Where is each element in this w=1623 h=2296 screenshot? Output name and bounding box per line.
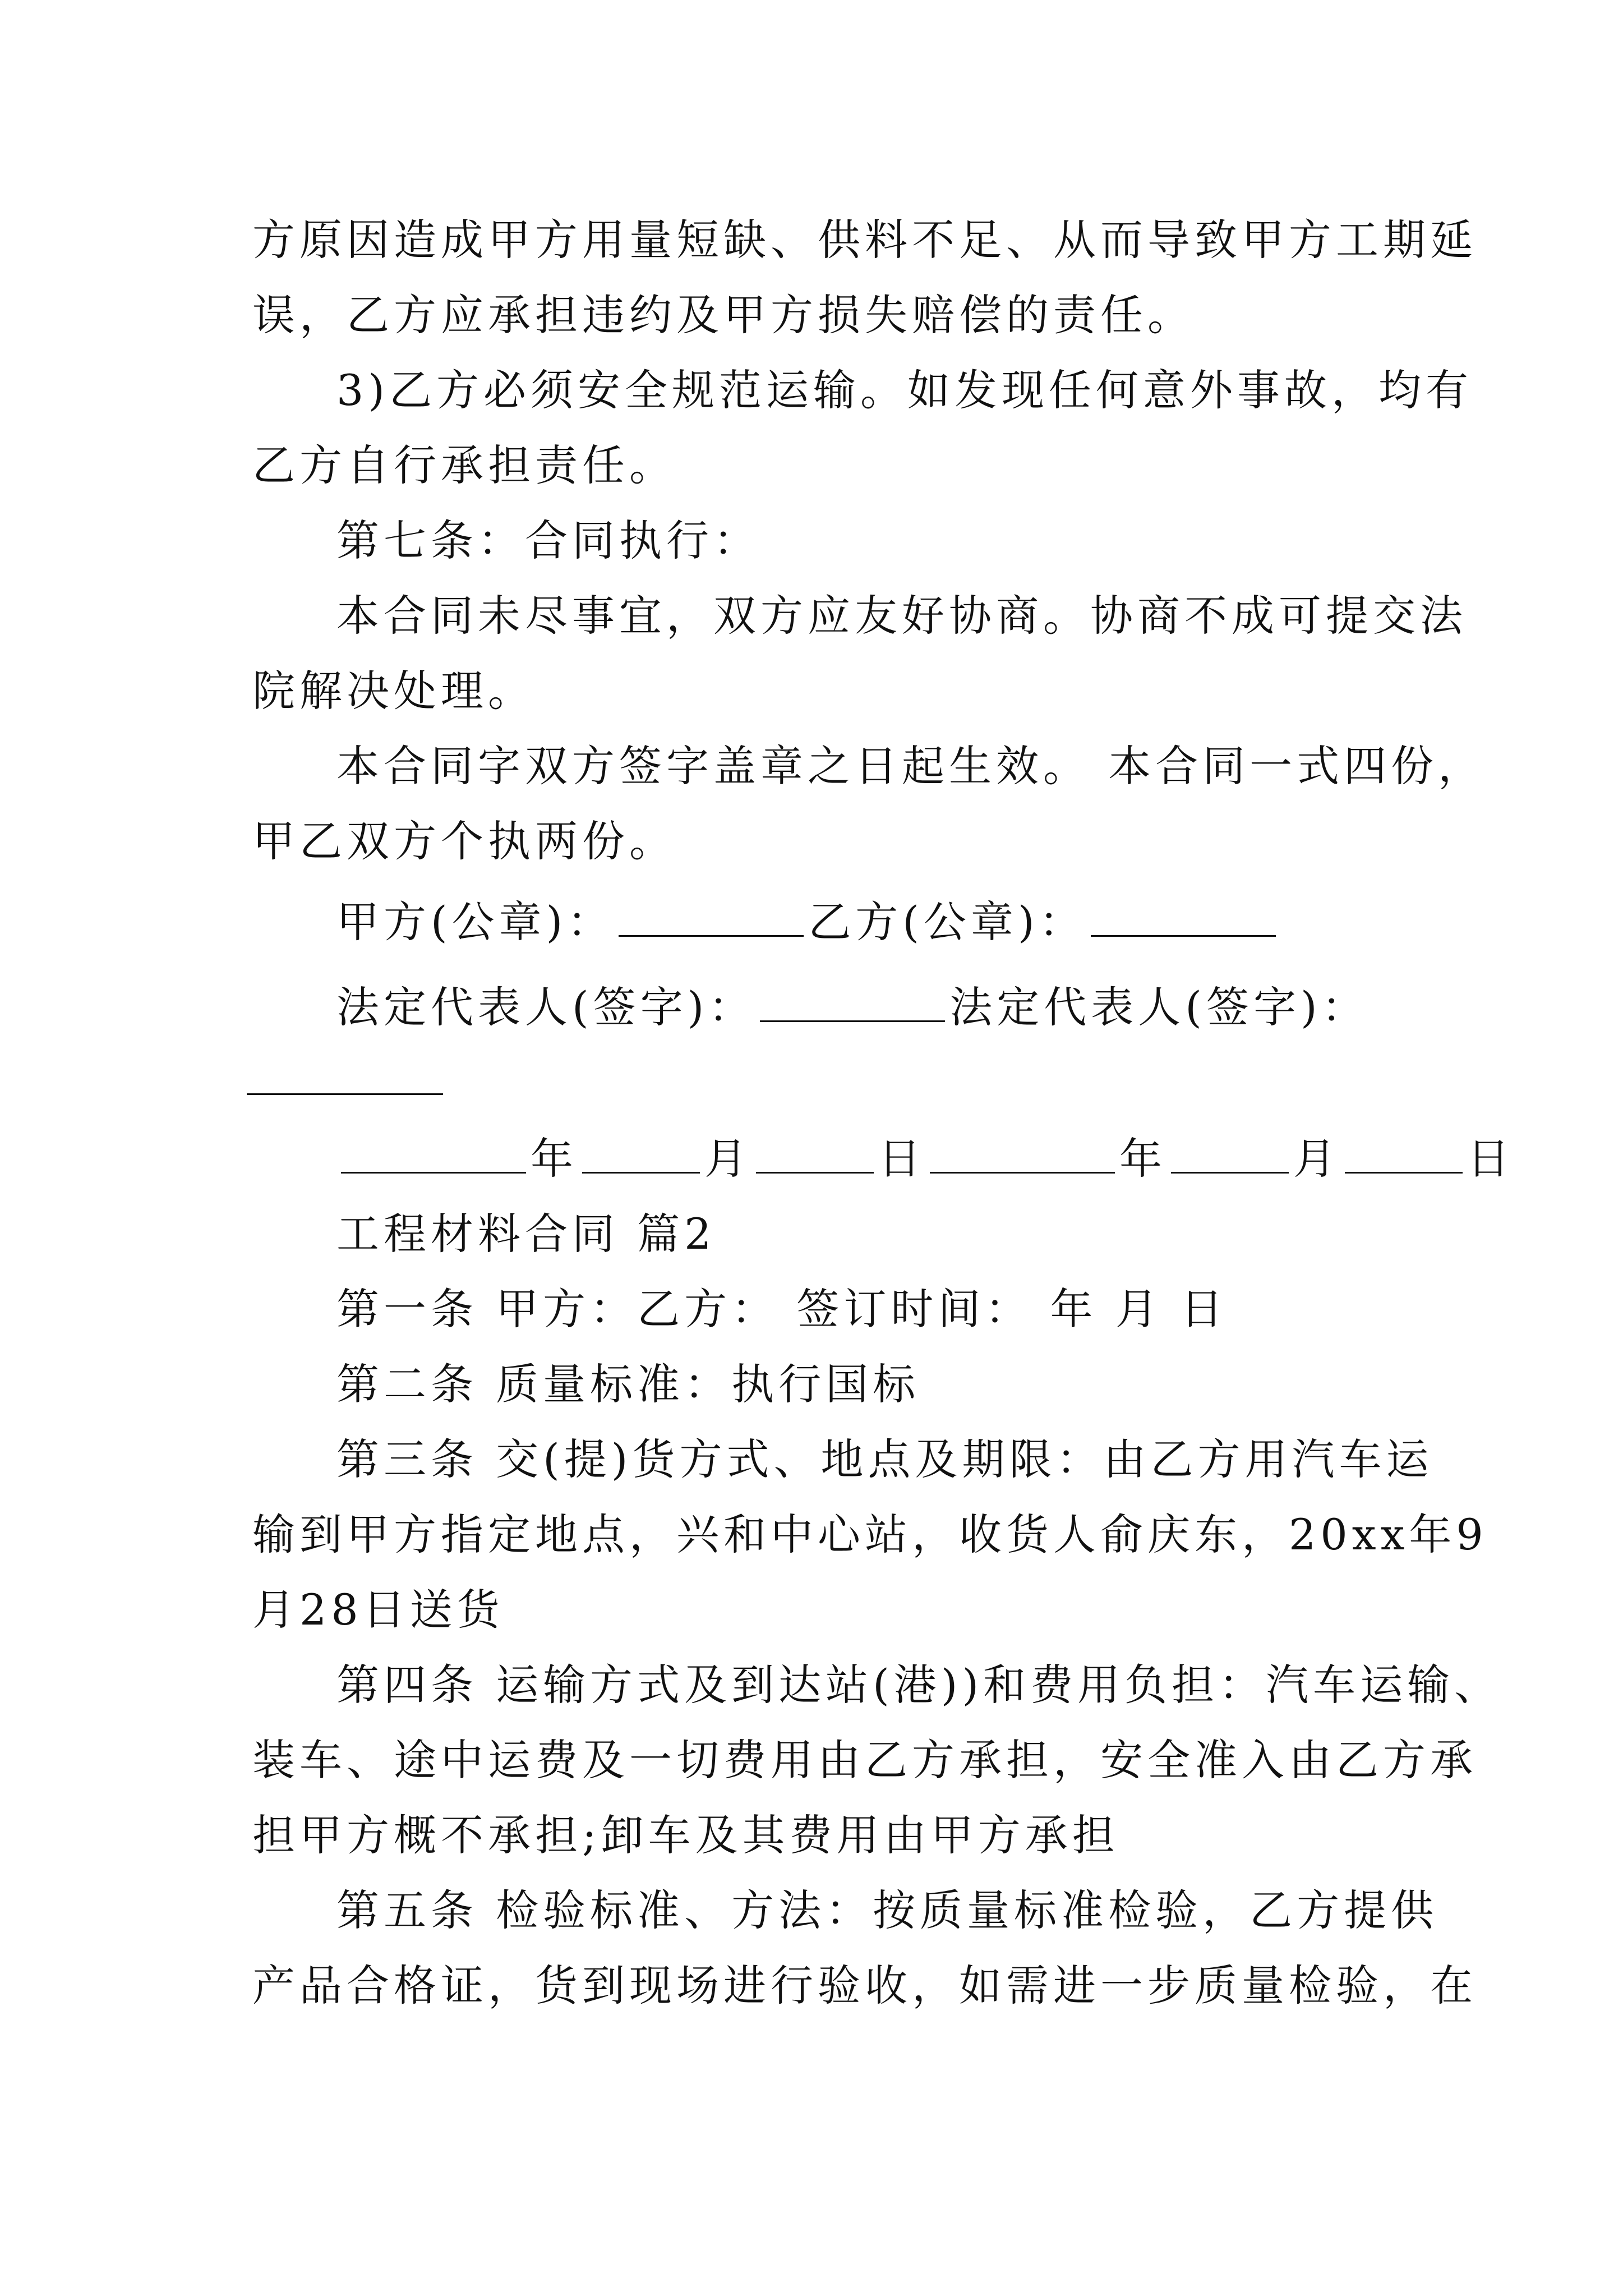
text-line: 乙方自行承担责任。: [252, 440, 676, 490]
rep-a-label: 法定代表人(签字)：: [336, 982, 756, 1032]
text-line: 本合同未尽事宜，双方应友好协商。协商不成可提交法: [336, 591, 1467, 641]
text-line: 产品合格证，货到现场进行验收，如需进一步质量检验，在: [252, 1961, 1477, 2010]
month-label: 月: [1293, 1134, 1340, 1184]
party-b-seal-blank: [1091, 901, 1276, 937]
rep-a-blank: [760, 987, 945, 1022]
month-label: 月: [704, 1134, 751, 1184]
seal-line: [336, 894, 1280, 950]
article-heading: 第七条：合同执行：: [336, 516, 760, 565]
rep-b-blank: [247, 1093, 443, 1095]
text-line: 本合同字双方签字盖章之日起生效。 本合同一式四份，: [336, 741, 1486, 791]
party-b-seal-label: 乙方(公章)：: [808, 897, 1086, 947]
text-line: 担甲方概不承担;卸车及其费用由甲方承担: [252, 1810, 1119, 1860]
text-line: 装车、途中运费及一切费用由乙方承担，安全准入由乙方承: [252, 1735, 1477, 1785]
text-line: 3)乙方必须安全规范运输。如发现任何意外事故，均有: [336, 365, 1473, 415]
text-line: 输到甲方指定地点，兴和中心站，收货人俞庆东，20xx年9: [252, 1510, 1488, 1559]
party-a-seal-label: 甲方(公章)：: [336, 897, 615, 947]
year-label: 年: [1119, 1134, 1166, 1184]
article-line: 第五条 检验标准、方法：按质量标准检验，乙方提供: [336, 1885, 1438, 1935]
text-line: 方原因造成甲方用量短缺、供料不足、从而导致甲方工期延: [252, 215, 1477, 265]
date-line: [336, 1131, 1514, 1187]
year-blank-b: [930, 1138, 1115, 1174]
day-blank-b: [1345, 1138, 1463, 1174]
rep-b-label: 法定代表人(签字)：: [949, 982, 1369, 1032]
article-line: 第三条 交(提)货方式、地点及期限：由乙方用汽车运: [336, 1434, 1433, 1484]
day-blank-a: [756, 1138, 874, 1174]
year-label: 年: [531, 1134, 578, 1184]
month-blank-a: [582, 1138, 700, 1174]
day-label: 日: [1467, 1134, 1514, 1184]
text-line: 甲乙双方个执两份。: [252, 816, 676, 866]
representative-line: [336, 979, 1369, 1036]
article-line: 第四条 运输方式及到达站(港))和费用负担：汽车运输、: [336, 1660, 1502, 1710]
text-line: 误，乙方应承担违约及甲方损失赔偿的责任。: [252, 290, 1195, 340]
article-line: 第二条 质量标准：执行国标: [336, 1359, 920, 1409]
party-a-seal-blank: [619, 901, 804, 937]
article-line: 第一条 甲方：乙方： 签订时间： 年 月 日: [336, 1284, 1228, 1334]
text-line: 院解决处理。: [252, 666, 535, 716]
section-title: 工程材料合同 篇2: [336, 1209, 716, 1259]
text-line: 月28日送货: [252, 1585, 504, 1635]
year-blank-a: [341, 1138, 526, 1174]
day-label: 日: [878, 1134, 925, 1184]
month-blank-b: [1171, 1138, 1289, 1174]
